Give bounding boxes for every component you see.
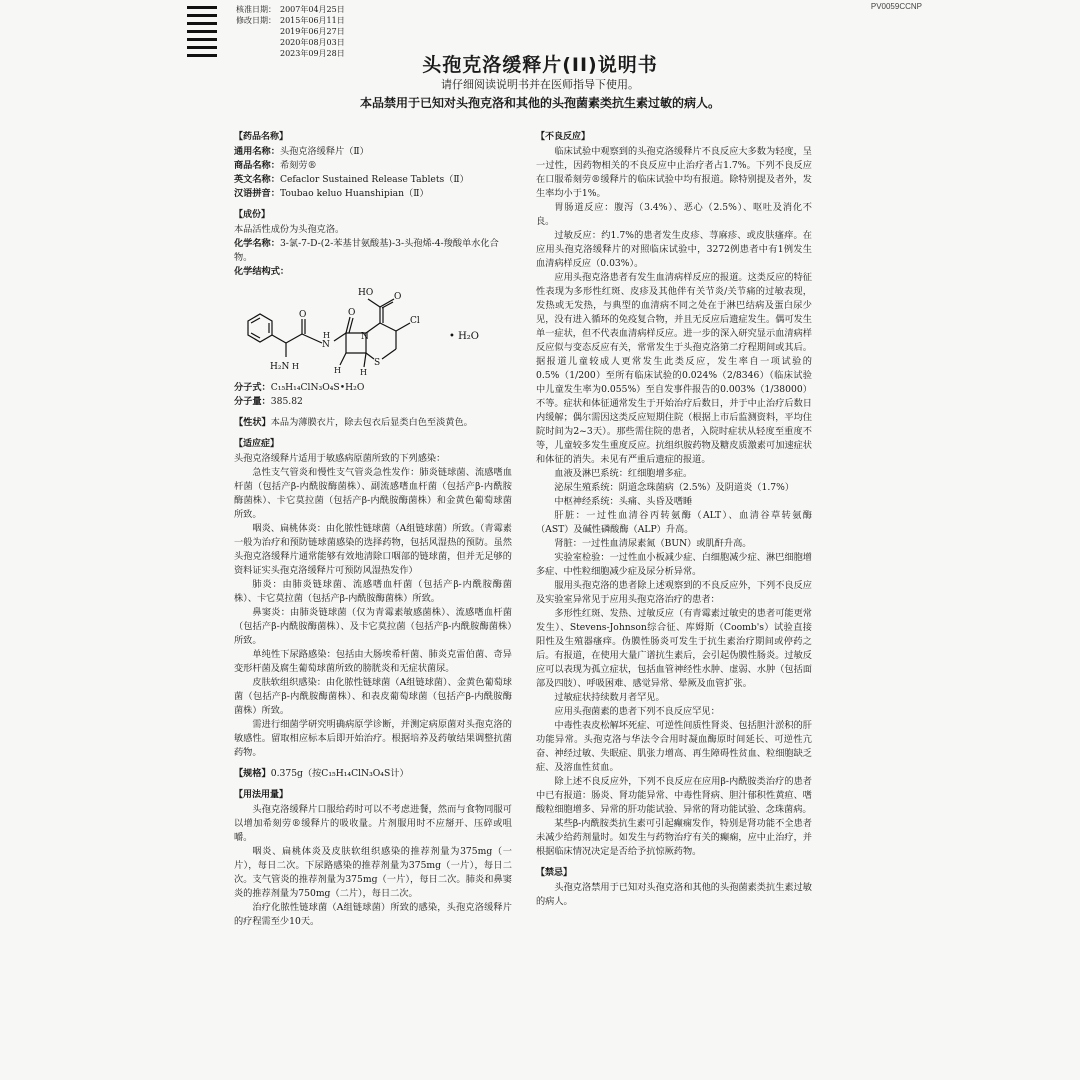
chemical-structure — [234, 281, 512, 377]
adr-paragraph: 血液及淋巴系统：红细胞增多症。 — [554, 468, 693, 479]
date-row: 核准日期： 2007年04月25日 — [236, 5, 345, 14]
adr-paragraph: 服用头孢克洛的患者除上述观察到的不良反应外，下列不良反应及实验室异常见于应用头孢克洛治疗的患者： — [536, 580, 812, 605]
document-code: PV0059CCNP — [870, 2, 922, 11]
indication-paragraph: 皮肤软组织感染：由化脓性链球菌（A组链球菌）、金黄色葡萄球菌（包括产β-内酰胺酶菌株）、和表皮葡萄球菌（包括产β-内酰胺酶菌株）所致。 — [234, 677, 512, 716]
adr-paragraph: 临床试验中观察到的头孢克洛缓释片不良反应大多数为轻度，呈一过性，因药物相关的不良反应中止治疗者占1.7%。下列不良反应在口服希刻劳®缓释片的临床试验中均有报道。除特别提及者外，发生率均小于1%。 — [536, 146, 812, 199]
adr-paragraph: 多形性红斑、发热、过敏反应（有青霉素过敏史的患者可能更常发生）、Stevens-Johnson综合征、库姆斯（Coomb's）试验直接阳性及生殖器瘙痒。伪膜性肠炎可发生于抗生素治疗期间或停药之后。有报道，在使用大量广谱抗生素后，会引起伪膜性肠炎。过敏反应可以表现为孤立症状，包括血管神经性水肿、虚弱、水肿（包括面部及四肢）、呼吸困难、感觉异常、晕厥及血管扩张。 — [536, 608, 812, 689]
indication-paragraph: 咽炎、扁桃体炎：由化脓性链球菌（A组链球菌）所致。（青霉素一般为治疗和预防链球菌感染的选择药物，包括风湿热的预防。虽然头孢克洛缓释片通常能够有效地清除口咽部的链球菌，但并无足够的资料证实头孢克洛缓释片可预防风湿热发作） — [234, 523, 512, 576]
structure-o: O — [394, 292, 402, 302]
adr-paragraph: 应用头孢菌素的患者下列不良反应罕见： — [554, 706, 720, 717]
section-heading-composition: 【成份】 — [234, 210, 271, 220]
kv-description: 【性状】 本品为薄膜衣片，除去包衣后显类白色至淡黄色。 — [234, 417, 473, 428]
adr-paragraph: 肾脏：一过性血清尿素氮（BUN）或肌酐升高。 — [554, 538, 752, 549]
section-heading-contraindications: 【禁忌】 — [536, 868, 573, 878]
kv-trade-name: 商品名称： 希刻劳® — [234, 160, 317, 171]
kv-molecular-weight: 分子量： 385.82 — [234, 396, 303, 407]
indication-paragraph: 急性支气管炎和慢性支气管炎急性发作：肺炎链球菌、流感嗜血杆菌（包括产β-内酰胺酶菌株）、副流感嗜血杆菌（包括产β-内酰胺酶菌株）、卡它莫拉菌（包括产β-内酰胺酶菌株）和金黄色葡萄球菌所致。 — [234, 467, 512, 520]
section-heading-name: 【药品名称】 — [234, 132, 289, 142]
structure-o: O — [299, 310, 307, 320]
dosage-paragraph: 咽炎、扁桃体炎及皮肤软组织感染的推荐剂量为375mg（一片），每日二次。下尿路感染的推荐剂量为375mg（一片），每日二次。支气管炎的推荐剂量为375mg（一片），每日二次。肺炎和鼻窦炎的推荐剂量为750mg（二片），每日二次。 — [234, 846, 512, 899]
structure-water: • H₂O — [449, 331, 480, 342]
indication-paragraph: 肺炎：由肺炎链球菌、流感嗜血杆菌（包括产β-内酰胺酶菌株）、卡它莫拉菌（包括产β-内酰胺酶菌株）所致。 — [234, 579, 512, 604]
structure-nh2: H₂N — [270, 362, 290, 372]
adr-paragraph: 实验室检验：一过性血小板减少症、白细胞减少症、淋巴细胞增多症、中性粒细胞减少症及尿分析异常。 — [536, 552, 812, 577]
contraindication-text: 头孢克洛禁用于已知对头孢克洛和其他的头孢菌素类抗生素过敏的病人。 — [536, 882, 812, 907]
kv-pinyin-name: 汉语拼音： Toubao keluo Huanshipian（Ⅱ） — [234, 188, 429, 199]
adr-paragraph: 某些β-内酰胺类抗生素可引起癫痫发作，特别是肾功能不全患者未减少给药剂量时。如发生与药物治疗有关的癫痫，应中止治疗，并根据临床情况决定是否给予抗惊厥药物。 — [536, 818, 812, 857]
adr-paragraph: 中枢神经系统：头痛、头昏及嗜睡 — [554, 496, 693, 507]
structure-o: O — [348, 308, 356, 318]
structure-cl: Cl — [410, 316, 420, 326]
adr-paragraph: 应用头孢克洛患者有发生血清病样反应的报道。这类反应的特征性表现为多形性红斑、皮疹及其他伴有关节炎/关节痛的过敏表现，发热或无发热，与典型的血清病不同之处在于淋巴结病及蛋白尿少见，没有进入循环的免疫复合物，并且无反应后遗症发生。偶可发生单一症状，但不代表血清病样反应。进一步的深入研究显示血清病样反应似与变态反应有关，常常发生于头孢克洛第二疗程期间或其后。据报道儿童较成人更常发生此类反应，发生率自一项试验的0.5%（1/200）至所有临床试验的0.024%（2/8346）（临床试验中儿童发生率为0.055%）至自发事件报告的0.003%（1/38000）不等。症状和体征通常发生于开始治疗后数日，并于中止治疗后数日内缓解；偶尔需因这类反应短期住院（根据上市后监测资料，平均住院时间为2~3天）。那些需住院的患者，入院时症状从轻度至重度不等，儿童较多发生重度反应。抗组织胺药物及糖皮质激素可加速症状和体征的消失。未见有严重后遗症的报道。 — [536, 272, 812, 465]
left-column — [234, 130, 512, 929]
page-title: 头孢克洛缓释片(II)说明书 — [422, 54, 658, 76]
dosage-paragraph: 治疗化脓性链球菌（A组链球菌）所致的感染，头孢克洛缓释片的疗程需至少10天。 — [234, 902, 512, 927]
adr-paragraph: 过敏反应：约1.7%的患者发生皮疹、荨麻疹、或皮肤瘙痒。在应用头孢克洛缓释片的对照临床试验中，3272例患者中有1例发生血清病样反应（0.03%）。 — [536, 230, 812, 269]
structure-label: 化学结构式： — [234, 266, 290, 277]
page-subtitle: 请仔细阅读说明书并在医师指导下使用。 — [441, 78, 639, 91]
structure-ho: HO — [358, 288, 374, 298]
section-heading-dosage: 【用法用量】 — [234, 790, 289, 800]
indication-paragraph: 鼻窦炎：由肺炎链球菌（仅为青霉素敏感菌株）、流感嗜血杆菌（包括产β-内酰胺酶菌株）、及卡它莫拉菌（包括产β-内酰胺酶菌株）所致。 — [234, 607, 512, 646]
indications-intro: 头孢克洛缓释片适用于敏感病原菌所致的下列感染： — [234, 453, 446, 464]
adr-paragraph: 过敏症状持续数月者罕见。 — [554, 692, 665, 703]
structure-s: S — [374, 358, 381, 368]
indication-paragraph: 单纯性下尿路感染：包括由大肠埃希杆菌、肺炎克雷伯菌、奇异变形杆菌及腐生葡萄球菌所致的膀胱炎和无症状菌尿。 — [234, 649, 512, 674]
adr-paragraph: 中毒性表皮松解坏死症、可逆性间质性肾炎、包括胆汁淤积的肝功能异常。头孢克洛与华法令合用时凝血酶原时间延长、可逆性亢奋、神经过敏、失眠症、肌张力增高、再生障碍性贫血、粒细胞缺乏症、及溶血性贫血。 — [536, 720, 812, 773]
adr-paragraph: 肝脏：一过性血清谷丙转氨酶（ALT）、血清谷草转氨酶（AST）及碱性磷酸酶（ALP）升高。 — [536, 510, 812, 535]
structure-h: H — [334, 366, 341, 375]
right-column — [536, 130, 812, 909]
chemical-name: 化学名称：3-氯-7-D-(2-苯基甘氨酸基)-3-头孢烯-4-羧酸单水化合物。 — [234, 238, 499, 263]
kv-generic-name: 通用名称： 头孢克洛缓释片（Ⅱ） — [234, 146, 369, 157]
structure-diagram — [234, 281, 512, 377]
adr-paragraph: 泌尿生殖系统：阴道念珠菌病（2.5%）及阴道炎（1.7%） — [554, 482, 795, 493]
structure-nh: N — [322, 340, 330, 350]
date-row: 2020年08月03日 — [280, 38, 345, 47]
kv-specification: 【规格】 0.375g（按C₁₅H₁₄ClN₃O₄S计） — [234, 768, 409, 779]
composition-text: 本品活性成份为头孢克洛。 — [234, 224, 345, 235]
kv-formula: 分子式： C₁₅H₁₄ClN₃O₄S•H₂O — [234, 382, 365, 393]
adr-paragraph: 除上述不良反应外，下列不良反应在应用β-内酰胺类治疗的患者中已有报道：肠炎、肾功能异常、中毒性肾病、胆汁郁积性黄疸、嗜酸粒细胞增多、异常的肝功能试验、异常的肾功能试验、念珠菌病。 — [536, 776, 812, 815]
contraindication-warning: 本品禁用于已知对头孢克洛和其他的头孢菌素类抗生素过敏的病人。 — [359, 96, 720, 110]
structure-h: H — [323, 331, 330, 340]
date-row: 修改日期： 2015年06月11日 — [236, 16, 345, 25]
indication-paragraph: 需进行细菌学研究明确病原学诊断，并测定病原菌对头孢克洛的敏感性。留取相应标本后即开始治疗。根据培养及药敏结果调整抗菌药物。 — [234, 719, 512, 758]
adr-paragraph: 胃肠道反应：腹泻（3.4%）、恶心（2.5%）、呕吐及消化不良。 — [536, 202, 812, 227]
structure-n: N — [361, 332, 369, 342]
section-heading-indications: 【适应症】 — [234, 439, 280, 449]
date-row: 2023年09月28日 — [280, 49, 345, 58]
structure-h: H — [360, 368, 367, 377]
date-row: 2019年06月27日 — [280, 27, 345, 36]
structure-h: H — [292, 362, 299, 371]
dosage-paragraph: 头孢克洛缓释片口服给药时可以不考虑进餐，然而与食物同服可以增加希刻劳®缓释片的吸收量。片剂服用时不应掰开、压碎或咀嚼。 — [234, 804, 512, 843]
kv-english-name: 英文名称： Cefaclor Sustained Release Tablets（Ⅱ） — [234, 174, 469, 185]
section-heading-adverse-reactions: 【不良反应】 — [536, 132, 591, 142]
